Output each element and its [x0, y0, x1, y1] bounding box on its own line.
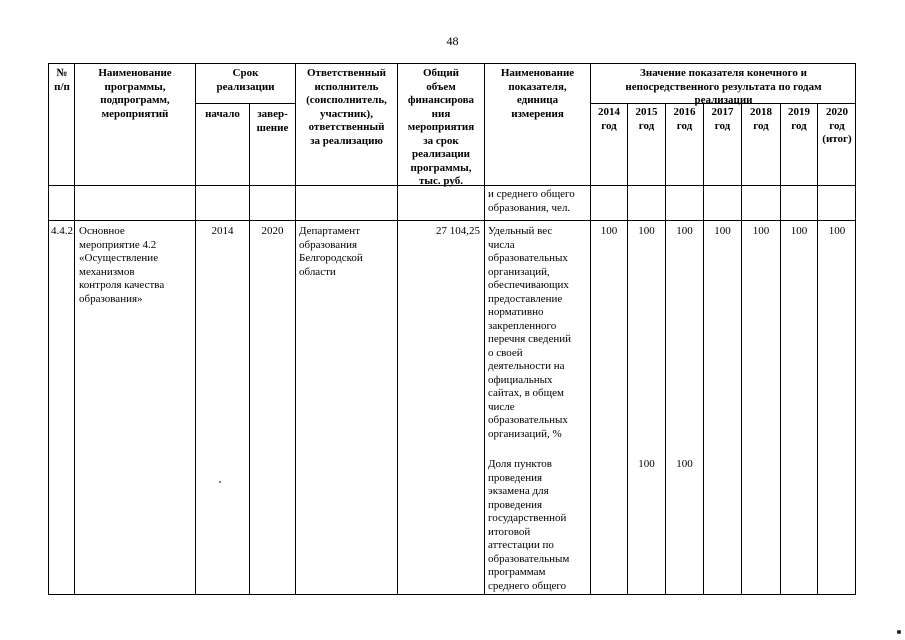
header-finance: Общий объем финансирова ния мероприятия за срок реализации программы, тыс. руб.	[407, 67, 475, 187]
col-divider	[590, 64, 591, 595]
header-period-end: завер- шение	[256, 108, 289, 134]
continuation-text: и среднего общего образования, чел.	[488, 188, 575, 214]
col-divider	[780, 103, 781, 595]
row-value-2016: 100	[676, 225, 693, 237]
row-divider	[49, 220, 856, 221]
col-divider	[74, 64, 75, 595]
header-year: 2020 год (итог)	[822, 106, 852, 145]
row-finance: 27 104,25	[436, 225, 480, 237]
header-year: 2016 год	[673, 106, 696, 132]
col-divider	[741, 103, 742, 595]
row-value-2015: 100	[638, 225, 655, 237]
row-name: Основное мероприятие 4.2 «Осуществление механизмов контроля качества образования»	[79, 225, 165, 305]
row-value-2014: 100	[600, 225, 618, 237]
header-year: 2014 год	[598, 106, 620, 132]
scan-speck	[219, 481, 221, 483]
col-divider	[484, 64, 485, 595]
row-value2-2016: 100	[676, 458, 693, 470]
row-executor: Департамент образования Белгородской области	[299, 225, 363, 278]
col-divider	[665, 103, 666, 595]
header-name: Наименование программы, подпрограмм, мероприятий	[98, 67, 172, 120]
row-value2-2015: 100	[638, 458, 655, 470]
row-end-year: 2020	[261, 225, 284, 237]
header-executor: Ответственный исполнитель (соисполнитель, участник), ответственный за реализацию	[306, 67, 387, 147]
col-divider	[627, 103, 628, 595]
indicator-table	[48, 63, 856, 595]
row-indicator-2: Доля пунктов проведения экзамена для проведения государственной итоговой аттестации по образовательным программам среднего общего	[488, 458, 570, 592]
header-period-start: начало	[205, 108, 240, 120]
row-start-year: 2014	[211, 225, 234, 237]
header-year: 2019 год	[788, 106, 810, 132]
header-year: 2015 год	[635, 106, 658, 132]
header-year: 2018 год	[750, 106, 772, 132]
row-value-2020: 100	[828, 225, 846, 237]
row-value-2018: 100	[752, 225, 770, 237]
header-year: 2017 год	[711, 106, 734, 132]
header-indicator: Наименование показателя, единица измерения	[500, 67, 575, 120]
row-value-2019: 100	[790, 225, 808, 237]
row-value-2017: 100	[714, 225, 731, 237]
row-num: 4.4.2.	[51, 225, 76, 237]
page-number: 48	[446, 34, 459, 48]
scan-speck	[897, 630, 901, 634]
row-divider	[195, 103, 295, 104]
header-period: Срок реализации	[216, 67, 275, 93]
row-indicator-1: Удельный вес числа образовательных организаций, обеспечивающих предоставление нормативно закрепленного перечня сведений о своей деятельности на официальных сайтах, в общем числе образовательных организаций, %	[488, 225, 571, 440]
col-divider	[195, 64, 196, 595]
header-num: № п/п	[54, 67, 70, 93]
header-values-title: Значение показателя конечного и непосредственного результата по годам реализации	[625, 67, 822, 106]
col-divider	[703, 103, 704, 595]
col-divider	[817, 103, 818, 595]
col-divider	[249, 103, 250, 595]
